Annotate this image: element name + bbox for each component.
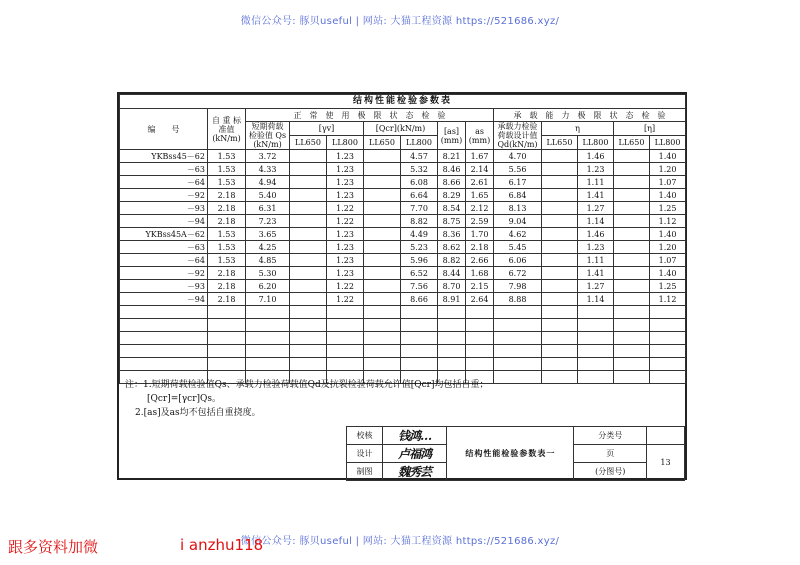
cell-code: YKBss45－62 xyxy=(120,150,208,163)
cell-yv800: 1.22 xyxy=(327,293,364,306)
title-block xyxy=(346,426,685,481)
table-row xyxy=(120,150,686,163)
watermark-top: 微信公众号: 豚贝useful | 网站: 大猫工程资源 https://521686.xyz/ xyxy=(240,16,560,27)
watermark-bottom: 微信公众号: 豚贝useful | 网站: 大猫工程资源 https://521686.xyz/ xyxy=(240,536,560,547)
cell-as: 8.62 xyxy=(438,241,466,254)
cell-yv800: 1.23 xyxy=(327,241,364,254)
header-code: 编 号 xyxy=(120,109,208,150)
empty-row xyxy=(120,345,686,358)
cell-yv650 xyxy=(290,176,327,189)
note-line-2: [Qcr]=[γcr]Qs。 xyxy=(147,394,222,404)
table-row xyxy=(120,202,686,215)
note-line-1: 注：1.短期荷载检验值Qs、承载力检验荷载值Qd及抗裂检验荷载允许值[Qcr]均包括自重； xyxy=(125,380,489,390)
cell-code: －94 xyxy=(120,293,208,306)
cell-e800: 1.11 xyxy=(578,176,614,189)
cell-qd: 4.70 xyxy=(494,150,542,163)
header-as: [as] (mm) xyxy=(438,122,466,150)
cell-cr650 xyxy=(364,293,401,306)
cell-eb800: 1.20 xyxy=(650,163,686,176)
cell-code: YKBss45A－62 xyxy=(120,228,208,241)
cell-e800: 1.41 xyxy=(578,267,614,280)
cell-as: 8.29 xyxy=(438,189,466,202)
drawing-frame xyxy=(117,92,687,480)
parameter-table xyxy=(119,94,686,384)
cell-sw: 2.18 xyxy=(208,215,246,228)
cell-cr650 xyxy=(364,215,401,228)
cell-qs: 7.23 xyxy=(246,215,290,228)
table-row xyxy=(120,280,686,293)
cell-sw: 1.53 xyxy=(208,254,246,267)
cell-sw: 2.18 xyxy=(208,280,246,293)
header-ll650: LL650 xyxy=(614,136,650,150)
cell-as: 8.36 xyxy=(438,228,466,241)
cell-e800: 1.27 xyxy=(578,280,614,293)
cell-eb650 xyxy=(614,254,650,267)
header-ll650: LL650 xyxy=(364,136,401,150)
cell-eb800: 1.12 xyxy=(650,293,686,306)
cell-yv800: 1.23 xyxy=(327,267,364,280)
cell-e650 xyxy=(542,280,578,293)
cell-qs: 4.25 xyxy=(246,241,290,254)
cell-cr800: 6.08 xyxy=(401,176,438,189)
cell-sw: 1.53 xyxy=(208,163,246,176)
cell-cr800: 5.23 xyxy=(401,241,438,254)
cell-cr800: 4.49 xyxy=(401,228,438,241)
cell-eb650 xyxy=(614,215,650,228)
cell-code: －92 xyxy=(120,189,208,202)
cell-eb650 xyxy=(614,241,650,254)
cell-yv650 xyxy=(290,202,327,215)
header-eta: η xyxy=(542,122,614,136)
cell-as2: 1.68 xyxy=(466,267,494,280)
cell-as2: 2.59 xyxy=(466,215,494,228)
cell-qs: 4.94 xyxy=(246,176,290,189)
cell-as2: 2.66 xyxy=(466,254,494,267)
cell-cr650 xyxy=(364,267,401,280)
cell-qd: 7.98 xyxy=(494,280,542,293)
cell-as2: 2.18 xyxy=(466,241,494,254)
design-label: 设计 xyxy=(347,445,383,463)
cell-eb800: 1.40 xyxy=(650,150,686,163)
table-row xyxy=(120,254,686,267)
table-row xyxy=(120,163,686,176)
cell-sw: 2.18 xyxy=(208,202,246,215)
cell-e650 xyxy=(542,293,578,306)
cell-e800: 1.14 xyxy=(578,215,614,228)
cell-as2: 2.12 xyxy=(466,202,494,215)
cell-sw: 1.53 xyxy=(208,176,246,189)
cell-yv650 xyxy=(290,215,327,228)
cell-e800: 1.23 xyxy=(578,241,614,254)
cell-e800: 1.23 xyxy=(578,163,614,176)
cell-sw: 2.18 xyxy=(208,267,246,280)
empty-row xyxy=(120,306,686,319)
cell-qs: 6.31 xyxy=(246,202,290,215)
cell-eb650 xyxy=(614,267,650,280)
cell-qs: 5.40 xyxy=(246,189,290,202)
header-ll800: LL800 xyxy=(327,136,364,150)
cell-as2: 2.14 xyxy=(466,163,494,176)
cell-eb650 xyxy=(614,202,650,215)
cell-yv650 xyxy=(290,293,327,306)
cell-eb800: 1.20 xyxy=(650,241,686,254)
cell-cr800: 7.56 xyxy=(401,280,438,293)
cell-as2: 2.61 xyxy=(466,176,494,189)
cell-e800: 1.27 xyxy=(578,202,614,215)
cell-eb800: 1.40 xyxy=(650,267,686,280)
cell-eb800: 1.25 xyxy=(650,280,686,293)
cell-code: －94 xyxy=(120,215,208,228)
advert-left: 跟多资料加微 xyxy=(8,538,99,556)
cell-sw: 1.53 xyxy=(208,241,246,254)
notes xyxy=(125,378,488,420)
cell-cr800: 5.96 xyxy=(401,254,438,267)
category-label: 分类号 xyxy=(574,427,647,445)
note-line-3: 2.[as]及as均不包括自重挠度。 xyxy=(135,408,261,418)
draw-signature: 魏秀芸 xyxy=(382,463,446,481)
cell-cr650 xyxy=(364,228,401,241)
header-ll650: LL650 xyxy=(290,136,327,150)
cell-cr650 xyxy=(364,150,401,163)
table-row xyxy=(120,215,686,228)
cell-qd: 6.72 xyxy=(494,267,542,280)
draw-label: 制图 xyxy=(347,463,383,481)
header-ll800: LL800 xyxy=(578,136,614,150)
cell-e650 xyxy=(542,202,578,215)
subpage-label: (分图号) xyxy=(574,463,647,481)
cell-qd: 5.56 xyxy=(494,163,542,176)
cell-qd: 8.13 xyxy=(494,202,542,215)
cell-qd: 6.06 xyxy=(494,254,542,267)
cell-cr650 xyxy=(364,176,401,189)
cell-eb650 xyxy=(614,293,650,306)
cell-qd: 9.04 xyxy=(494,215,542,228)
cell-as: 8.66 xyxy=(438,176,466,189)
cell-cr650 xyxy=(364,189,401,202)
empty-row xyxy=(120,358,686,371)
cell-cr800: 7.70 xyxy=(401,202,438,215)
cell-as: 8.75 xyxy=(438,215,466,228)
cell-yv800: 1.23 xyxy=(327,189,364,202)
cell-qd: 4.62 xyxy=(494,228,542,241)
table-row xyxy=(120,228,686,241)
cell-as: 8.91 xyxy=(438,293,466,306)
cell-yv800: 1.22 xyxy=(327,280,364,293)
cell-as: 8.21 xyxy=(438,150,466,163)
cell-e650 xyxy=(542,176,578,189)
cell-qd: 6.17 xyxy=(494,176,542,189)
cell-e800: 1.46 xyxy=(578,228,614,241)
cell-yv650 xyxy=(290,280,327,293)
cell-as: 8.44 xyxy=(438,267,466,280)
cell-code: －92 xyxy=(120,267,208,280)
cell-code: －93 xyxy=(120,280,208,293)
page-number: 13 xyxy=(647,445,685,481)
header-qd: 承载力检验 荷载设计值 Qd(kN/m) xyxy=(494,122,542,150)
header-qs: 短期荷载 检验值 Qs (kN/m) xyxy=(246,122,290,150)
cell-qs: 5.30 xyxy=(246,267,290,280)
cell-code: －64 xyxy=(120,176,208,189)
header-qcr: [Qcr](kN/m) xyxy=(364,122,438,136)
header-ultimate-section: 承 载 能 力 极 限 状 态 检 验 xyxy=(494,109,686,122)
cell-eb650 xyxy=(614,228,650,241)
cell-cr800: 6.52 xyxy=(401,267,438,280)
cell-as2: 2.64 xyxy=(466,293,494,306)
header-as2: as (mm) xyxy=(466,122,494,150)
cell-cr650 xyxy=(364,163,401,176)
cell-e650 xyxy=(542,267,578,280)
cell-yv650 xyxy=(290,163,327,176)
cell-qd: 8.88 xyxy=(494,293,542,306)
cell-e650 xyxy=(542,215,578,228)
cell-yv800: 1.23 xyxy=(327,176,364,189)
header-ll800: LL800 xyxy=(401,136,438,150)
cell-e650 xyxy=(542,228,578,241)
cell-qd: 5.45 xyxy=(494,241,542,254)
cell-e650 xyxy=(542,163,578,176)
cell-cr800: 8.66 xyxy=(401,293,438,306)
cell-cr800: 6.64 xyxy=(401,189,438,202)
cell-code: －64 xyxy=(120,254,208,267)
table-body xyxy=(120,150,686,384)
drawing-title: 结构性能检验参数表一 xyxy=(447,427,574,481)
table-title: 结构性能检验参数表 xyxy=(120,95,686,109)
header-ll800: LL800 xyxy=(650,136,686,150)
empty-row xyxy=(120,319,686,332)
cell-code: －63 xyxy=(120,241,208,254)
table-row xyxy=(120,293,686,306)
check-label: 校核 xyxy=(347,427,383,445)
cell-qs: 3.72 xyxy=(246,150,290,163)
cell-yv650 xyxy=(290,254,327,267)
cell-e650 xyxy=(542,254,578,267)
header-self-weight: 自 重 标准值 (kN/m) xyxy=(208,109,246,150)
cell-sw: 2.18 xyxy=(208,293,246,306)
cell-as2: 1.67 xyxy=(466,150,494,163)
cell-yv650 xyxy=(290,267,327,280)
header-yv: [γv] xyxy=(290,122,364,136)
cell-yv800: 1.22 xyxy=(327,215,364,228)
cell-qs: 4.33 xyxy=(246,163,290,176)
cell-as: 8.70 xyxy=(438,280,466,293)
cell-sw: 1.53 xyxy=(208,150,246,163)
cell-e800: 1.46 xyxy=(578,150,614,163)
table-row xyxy=(120,267,686,280)
cell-sw: 2.18 xyxy=(208,189,246,202)
cell-cr800: 4.57 xyxy=(401,150,438,163)
cell-as2: 1.70 xyxy=(466,228,494,241)
page-label: 页 xyxy=(574,445,647,463)
cell-cr650 xyxy=(364,254,401,267)
empty-row xyxy=(120,332,686,345)
table-row xyxy=(120,189,686,202)
cell-cr800: 5.32 xyxy=(401,163,438,176)
table-row xyxy=(120,241,686,254)
cell-e650 xyxy=(542,150,578,163)
cell-e650 xyxy=(542,189,578,202)
cell-eb800: 1.07 xyxy=(650,176,686,189)
cell-yv650 xyxy=(290,189,327,202)
cell-e800: 1.11 xyxy=(578,254,614,267)
cell-yv650 xyxy=(290,241,327,254)
cell-eb650 xyxy=(614,280,650,293)
cell-eb800: 1.40 xyxy=(650,189,686,202)
cell-yv800: 1.23 xyxy=(327,150,364,163)
cell-qs: 3.65 xyxy=(246,228,290,241)
cell-eb800: 1.12 xyxy=(650,215,686,228)
design-signature: 卢福鸿 xyxy=(382,445,446,463)
cell-qs: 6.20 xyxy=(246,280,290,293)
cell-as: 8.82 xyxy=(438,254,466,267)
cell-yv800: 1.23 xyxy=(327,228,364,241)
cell-yv650 xyxy=(290,228,327,241)
cell-as: 8.46 xyxy=(438,163,466,176)
cell-eb800: 1.25 xyxy=(650,202,686,215)
cell-cr800: 8.82 xyxy=(401,215,438,228)
cell-cr650 xyxy=(364,280,401,293)
cell-qs: 4.85 xyxy=(246,254,290,267)
cell-e800: 1.14 xyxy=(578,293,614,306)
cell-cr650 xyxy=(364,241,401,254)
header-ll650: LL650 xyxy=(542,136,578,150)
check-signature: 钱鸿… xyxy=(382,427,446,445)
cell-qs: 7.10 xyxy=(246,293,290,306)
cell-qd: 6.84 xyxy=(494,189,542,202)
cell-eb650 xyxy=(614,150,650,163)
cell-as: 8.54 xyxy=(438,202,466,215)
header-eta-limit: [η] xyxy=(614,122,686,136)
cell-e800: 1.41 xyxy=(578,189,614,202)
advert-right: i anzhu118 xyxy=(180,536,264,554)
cell-code: －93 xyxy=(120,202,208,215)
cell-cr650 xyxy=(364,202,401,215)
cell-e650 xyxy=(542,241,578,254)
cell-yv800: 1.23 xyxy=(327,254,364,267)
cell-eb650 xyxy=(614,189,650,202)
cell-yv800: 1.23 xyxy=(327,163,364,176)
cell-yv800: 1.22 xyxy=(327,202,364,215)
cell-eb650 xyxy=(614,176,650,189)
cell-as2: 2.15 xyxy=(466,280,494,293)
cell-as2: 1.65 xyxy=(466,189,494,202)
header-normal-section: 正 常 使 用 极 限 状 态 检 验 xyxy=(246,109,494,122)
cell-code: －63 xyxy=(120,163,208,176)
table-row xyxy=(120,176,686,189)
cell-eb800: 1.40 xyxy=(650,228,686,241)
cell-eb800: 1.07 xyxy=(650,254,686,267)
cell-yv650 xyxy=(290,150,327,163)
cell-eb650 xyxy=(614,163,650,176)
cell-sw: 1.53 xyxy=(208,228,246,241)
